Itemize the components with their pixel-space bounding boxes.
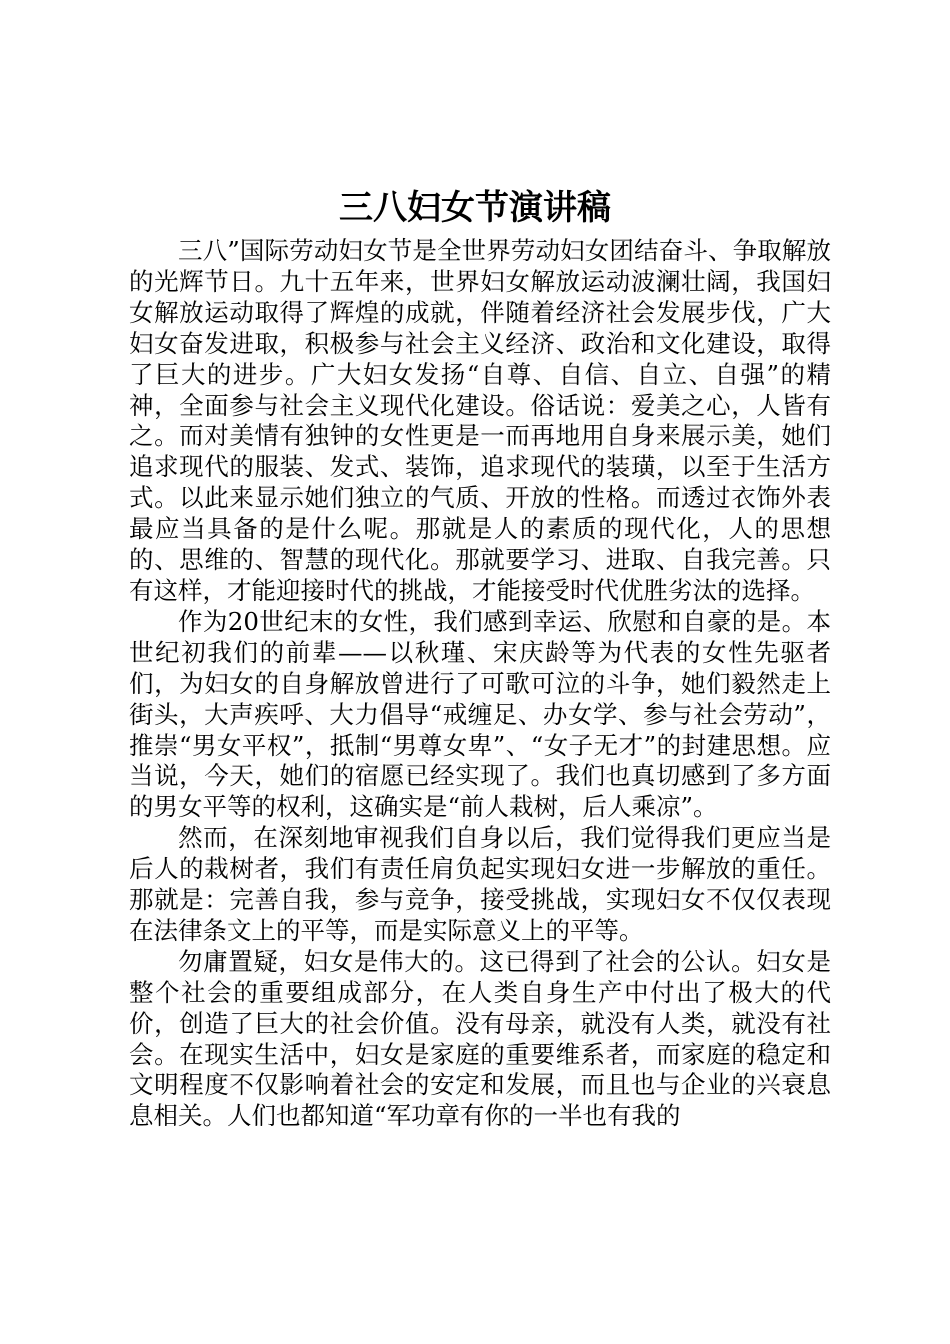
paragraph-3: 然而，在深刻地审视我们自身以后，我们觉得我们更应当是后人的栽树者，我们有责任肩负起实现妇女进一步解放的重任。那就是：完善自我，参与竞争，接受挑战，实现妇女不仅仅表现在法律条文上的平等，而是实际意义上的平等。 — [129, 823, 831, 945]
paragraph-1: 三八”国际劳动妇女节是全世界劳动妇女团结奋斗、争取解放的光辉节日。九十五年来，世界妇女解放运动波澜壮阔，我国妇女解放运动取得了辉煌的成就，伴随着经济社会发展步伐，广大妇女奋发进取，积极参与社会主义经济、政治和文化建设，取得了巨大的进步。广大妇女发扬“自尊、自信、自立、自强”的精神，全面参与社会主义现代化建设。俗话说：爱美之心，人皆有之。而对美情有独钟的女性更是一而再地用自身来展示美，她们追求现代的服装、发式、装饰，追求现代的装璜，以至于生活方式。以此来显示她们独立的气质、开放的性格。而透过衣饰外表最应当具备的是什么呢。那就是人的素质的现代化，人的思想的、思维的、智慧的现代化。那就要学习、进取、自我完善。只有这样，才能迎接时代的挑战，才能接受时代优胜劣汰的选择。 — [129, 236, 831, 605]
paragraph-2: 作为20世纪末的女性，我们感到幸运、欣慰和自豪的是。本世纪初我们的前辈——以秋瑾、宋庆龄等为代表的女性先驱者们，为妇女的自身解放曾进行了可歌可泣的斗争，她们毅然走上街头，大声疾呼、大力倡导“戒缠足、办女学、参与社会劳动”，推崇“男女平权”，抵制“男尊女卑”、“女子无才”的封建思想。应当说，今天，她们的宿愿已经实现了。我们也真切感到了多方面的男女平等的权利，这确实是“前人栽树，后人乘凉”。 — [129, 606, 831, 822]
paragraph-4: 勿庸置疑，妇女是伟大的。这已得到了社会的公认。妇女是整个社会的重要组成部分，在人类自身生产中付出了极大的代价，创造了巨大的社会价值。没有母亲，就没有人类，就没有社会。在现实生活中，妇女是家庭的重要维系者，而家庭的稳定和文明程度不仅影响着社会的安定和发展，而且也与企业的兴衰息息相关。人们也都知道“军功章有你的一半也有我的 — [129, 946, 831, 1131]
document-title: 三八妇女节演讲稿 — [339, 188, 611, 228]
document-body — [129, 236, 831, 1132]
